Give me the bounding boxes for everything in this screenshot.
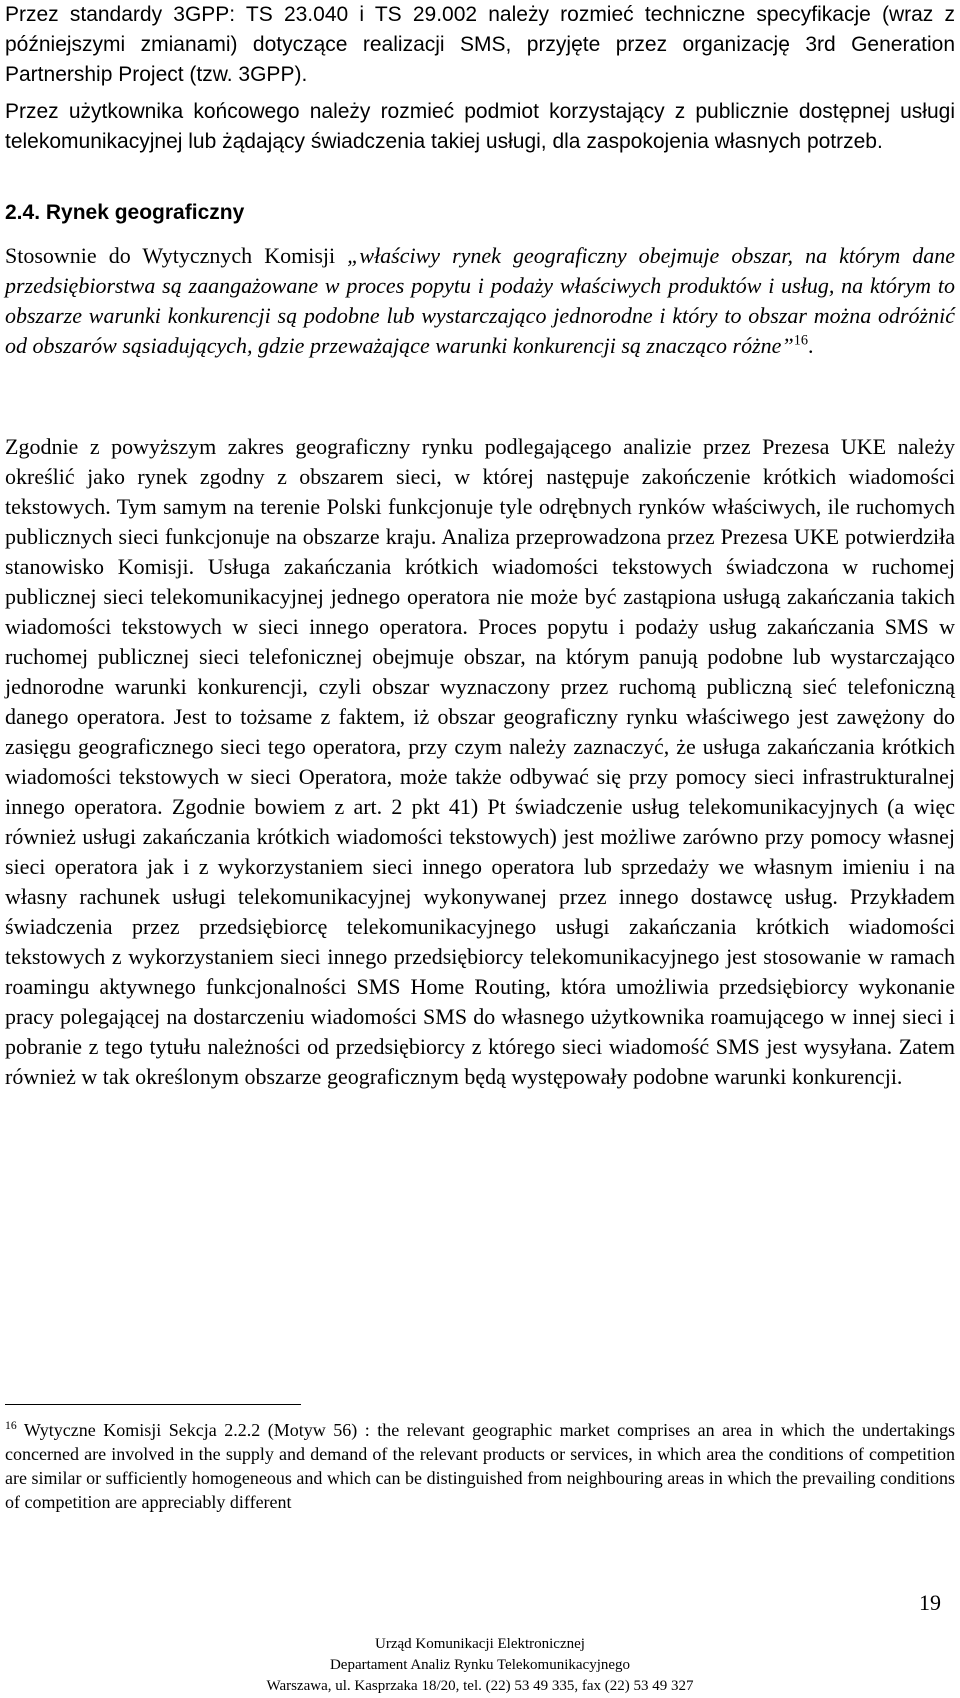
paragraph-3gpp-definition: Przez standardy 3GPP: TS 23.040 i TS 29.002 należy rozmieć techniczne specyfikacje (wraz z późniejszymi zmianami) dotyczące realizacji SMS, przyjęte przez organizację 3rd Generation Partnership Project (tzw. 3GPP). <box>5 3 955 86</box>
footnote-divider <box>5 1404 301 1405</box>
footnote-text: Wytyczne Komisji Sekcja 2.2.2 (Motyw 56) : the relevant geographic market comprises an area in which the undertakings concerned are involved in the supply and demand of the relevant products or services, in which area the conditions of competition are similar or sufficiently homogeneous and which can be distinguished from neighbouring areas in which the prevailing conditions of competition are appreciably different <box>5 1420 955 1512</box>
footnote-number: 16 <box>5 1419 17 1432</box>
footer-department: Departament Analiz Rynku Telekomunikacyjnego <box>329 1657 631 1673</box>
footer-address: Warszawa, ul. Kasprzaka 18/20, tel. (22) 53 49 335, fax (22) 53 49 327 <box>266 1678 694 1694</box>
page-number: 19 <box>919 1590 941 1615</box>
paragraph-geographic-market-definition <box>5 241 955 361</box>
paragraph-intro-text: Stosownie do Wytycznych Komisji <box>5 243 348 268</box>
paragraph-market-analysis: Zgodnie z powyższym zakres geograficzny rynku podlegającego analizie przez Prezesa UKE należy określić jako rynek zgodny z obszarem sieci, w której następuje zakończenie krótkich wiadomości tekstowych. Tym samym na terenie Polski funkcjonuje tyle odrębnych rynków właściwych, ile ruchomych publicznych sieci funkcjonuje na obszarze kraju. Analiza przeprowadzona przez Prezesa UKE potwierdziła stanowisko Komisji. Usługa zakańczania krótkich wiadomości tekstowych świadczona w ruchomej publicznej sieci telekomunikacyjnej jednego operatora nie może być zastąpiona usługą zakańczania takich wiadomości tekstowych w sieci innego operatora. Proces popytu i podaży usług zakańczania SMS w ruchomej publicznej sieci telefonicznej obejmuje obszar, na którym panują podobne lub wystarczająco jednorodne warunki konkurencji, czyli obszar wyznaczony przez ruchomą publiczną sieć telefoniczną danego operatora. Jest to tożsame z faktem, iż obszar geograficzny rynku właściwego jest zawężony do zasięgu geograficznego sieci tego operatora, przy czym należy zaznaczyć, że usługa zakańczania krótkich wiadomości tekstowych w sieci Operatora, może także odbywać się przy pomocy sieci infrastrukturalnej innego operatora. Zgodnie bowiem z art. 2 pkt 41) Pt świadczenie usług telekomunikacyjnych (a więc również usługi zakańczania krótkich wiadomości tekstowych) jest możliwe zarówno przy pomocy własnej sieci operatora jak i z wykorzystaniem sieci innego operatora lub sprzedaży we własnym imieniu i na własny rachunek usługi telekomunikacyjnej wykonywanej przez innego dostawcę usług. Przykładem świadczenia przez przedsiębiorcę telekomunikacyjnego usługi zakańczania krótkich wiadomości tekstowych z wykorzystaniem sieci innego przedsiębiorcy telekomunikacyjnego jest stosowanie w ramach roamingu aktywnego funkcjonalności SMS Home Routing, która umożliwia przedsiębiorcy wykonanie pracy polegającej na dostarczeniu wiadomości SMS do własnego użytkownika roamującego w innej sieci i pobranie z tego tytułu należności od przedsiębiorcy z którego sieci wiadomość SMS jest wysyłana. Zatem również w tak określonym obszarze geograficznym będą występowały podobne warunki konkurencji. <box>5 434 955 1089</box>
footnote-reference[interactable]: 16 <box>793 332 808 349</box>
paragraph-end-user-definition: Przez użytkownika końcowego należy rozmieć podmiot korzystający z publicznie dostępnej usługi telekomunikacyjnej lub żądający świadczenia takiej usługi, dla zaspokojenia własnych potrzeb. <box>5 100 955 153</box>
footer-institution: Urząd Komunikacji Elektronicznej <box>375 1636 585 1652</box>
paragraph-end-punct: . <box>807 333 814 358</box>
section-heading: 2.4. Rynek geograficzny <box>5 201 245 224</box>
commission-quote: „właściwy rynek geograficzny obejmuje obszar, na którym dane przedsiębiorstwa są zaangażowane w proces popytu i podaży właściwych produktów i usług, na którym to obszarze warunki konkurencji są podobne lub wystarczająco jednorodne i który to obszar można odróżnić od obszarów sąsiadujących, gdzie przeważające warunki konkurencji są znacząco różne” <box>5 243 956 358</box>
footnote-16 <box>5 1418 955 1514</box>
